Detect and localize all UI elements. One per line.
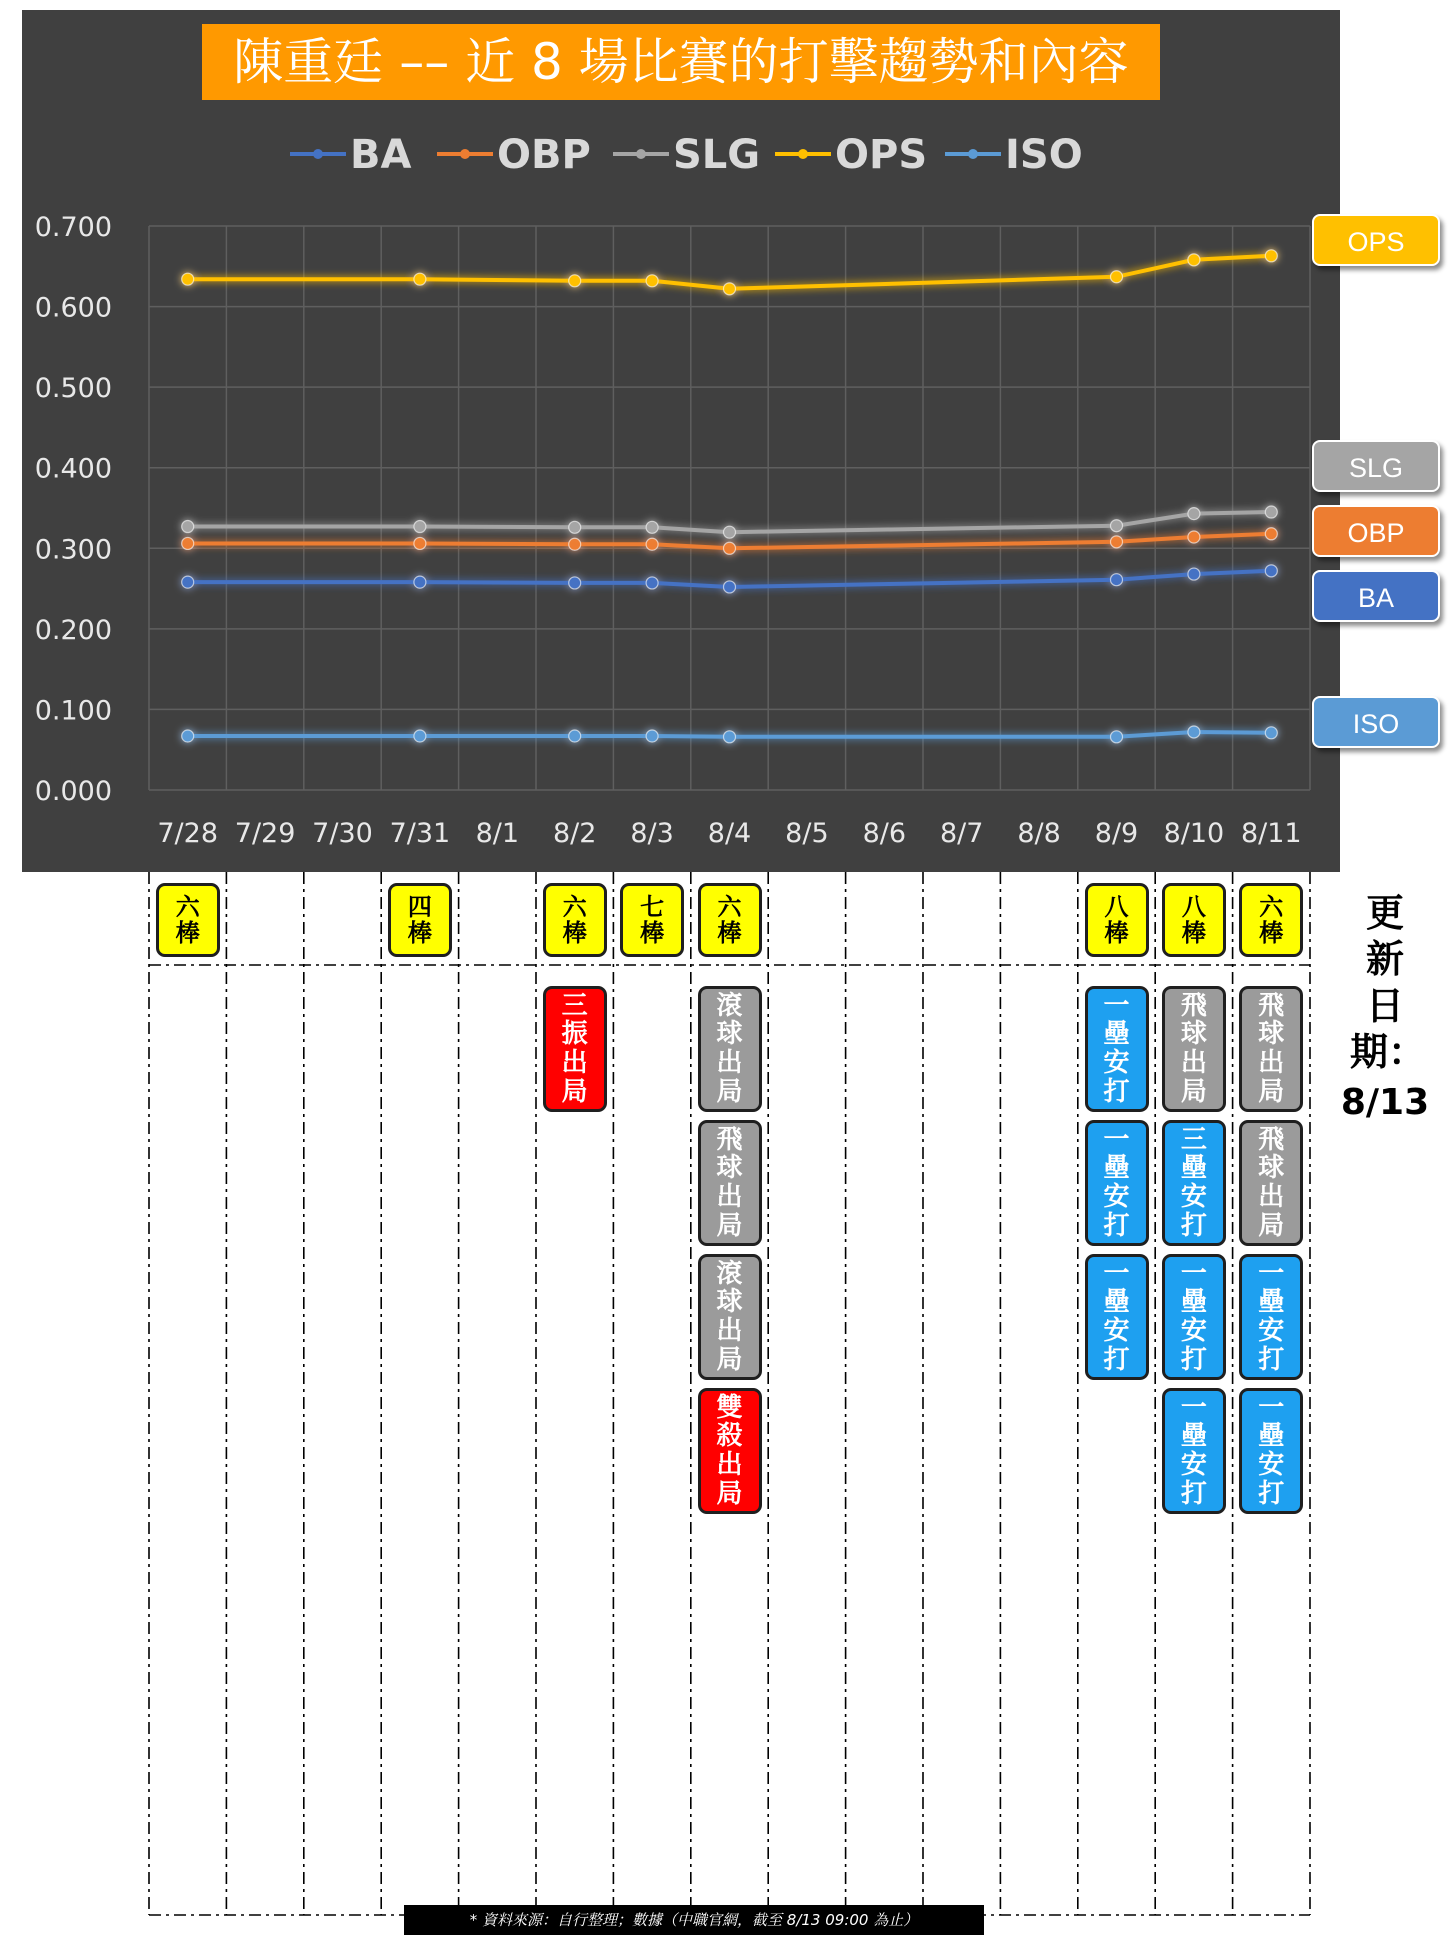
data-point: [724, 581, 736, 593]
at-bat-result-badge: 一 壘 安 打: [1239, 1254, 1303, 1380]
legend-label: OBP: [497, 132, 591, 178]
batting-order-badge: 六 棒: [156, 883, 220, 957]
legend-label: SLG: [673, 132, 761, 178]
series-tag-ops: OPS: [1312, 214, 1440, 266]
legend-label: BA: [350, 132, 412, 178]
legend-item-iso: [945, 132, 1083, 178]
at-bat-result-badge: 雙 殺 出 局: [698, 1388, 762, 1514]
data-point: [569, 275, 581, 287]
data-point: [414, 537, 426, 549]
data-point: [414, 273, 426, 285]
data-point: [1188, 568, 1200, 580]
at-bat-result-badge: 飛 球 出 局: [1239, 986, 1303, 1112]
x-tick-label: 7/30: [312, 818, 373, 849]
batting-order-badge: 六 棒: [698, 883, 762, 957]
x-tick-label: 8/7: [939, 818, 984, 849]
data-point: [1265, 250, 1277, 262]
update-date: 8/13: [1340, 1082, 1430, 1124]
x-tick-label: 7/29: [234, 818, 296, 849]
legend-marker: [636, 149, 646, 159]
x-tick-label: 8/4: [707, 818, 752, 849]
data-point: [1188, 254, 1200, 266]
y-tick-label: 0.300: [34, 534, 112, 566]
legend-marker: [968, 149, 978, 159]
data-point: [182, 537, 194, 549]
x-tick-label: 8/11: [1240, 818, 1302, 849]
data-point: [1111, 536, 1123, 548]
data-point: [1265, 506, 1277, 518]
x-tick-label: 8/10: [1163, 818, 1225, 849]
data-point: [646, 538, 658, 550]
y-tick-label: 0.600: [34, 292, 112, 324]
legend-marker: [313, 149, 323, 159]
data-point: [182, 273, 194, 285]
data-point: [569, 577, 581, 589]
data-point: [1111, 520, 1123, 532]
series-ops: [182, 250, 1278, 295]
series-tag-obp: OBP: [1312, 505, 1440, 557]
data-point: [569, 730, 581, 742]
legend-marker: [460, 149, 470, 159]
y-tick-label: 0.400: [34, 453, 112, 485]
data-point: [414, 576, 426, 588]
data-point: [646, 730, 658, 742]
data-point: [724, 283, 736, 295]
x-tick-label: 7/28: [157, 818, 219, 849]
batting-order-badge: 六 棒: [543, 883, 607, 957]
data-point: [724, 731, 736, 743]
y-tick-label: 0.200: [34, 614, 112, 646]
data-point: [414, 521, 426, 533]
data-point: [1188, 531, 1200, 543]
update-note: [1340, 890, 1430, 1125]
batting-order-badge: 八 棒: [1085, 883, 1149, 957]
line-chart: [0, 0, 1456, 880]
chart-title: 陳重廷 –– 近 8 場比賽的打擊趨勢和內容: [202, 24, 1160, 100]
data-point: [646, 521, 658, 533]
data-point: [646, 275, 658, 287]
batting-order-badge: 六 棒: [1239, 883, 1303, 957]
y-tick-label: 0.100: [34, 695, 112, 727]
data-point: [724, 526, 736, 538]
batting-order-badge: 八 棒: [1162, 883, 1226, 957]
data-point: [569, 521, 581, 533]
at-bat-result-badge: 飛 球 出 局: [1239, 1120, 1303, 1246]
series-tag-iso: ISO: [1312, 696, 1440, 748]
y-tick-label: 0.700: [34, 212, 112, 243]
data-point: [1111, 271, 1123, 283]
legend-item-slg: [613, 132, 760, 178]
legend-item-ba: [290, 132, 411, 178]
x-tick-label: 8/3: [630, 818, 674, 849]
legend-item-obp: [437, 132, 591, 178]
series-iso: [182, 726, 1278, 743]
at-bat-result-badge: 三 振 出 局: [543, 986, 607, 1112]
at-bat-result-badge: 滾 球 出 局: [698, 986, 762, 1112]
x-tick-label: 8/8: [1017, 818, 1061, 849]
legend-label: ISO: [1005, 132, 1083, 178]
at-bat-result-badge: 一 壘 安 打: [1085, 986, 1149, 1112]
data-point: [182, 576, 194, 588]
at-bat-result-badge: 飛 球 出 局: [1162, 986, 1226, 1112]
batting-order-badge: 七 棒: [620, 883, 684, 957]
data-point: [1265, 565, 1277, 577]
at-bat-result-badge: 一 壘 安 打: [1085, 1120, 1149, 1246]
data-point: [1265, 727, 1277, 739]
data-point: [414, 730, 426, 742]
at-bat-result-badge: 一 壘 安 打: [1085, 1254, 1149, 1380]
data-point: [724, 542, 736, 554]
update-label: 更新日期：: [1350, 891, 1427, 1075]
x-tick-label: 8/1: [475, 818, 520, 849]
legend-marker: [798, 149, 808, 159]
data-point: [1111, 574, 1123, 586]
x-tick-label: 7/31: [389, 818, 451, 849]
at-bat-result-badge: 一 壘 安 打: [1239, 1388, 1303, 1514]
data-point: [1111, 731, 1123, 743]
x-tick-label: 8/9: [1094, 818, 1139, 849]
series-tag-slg: SLG: [1312, 440, 1440, 492]
data-point: [646, 577, 658, 589]
at-bat-result-badge: 滾 球 出 局: [698, 1254, 762, 1380]
data-point: [1188, 726, 1200, 738]
data-point: [569, 538, 581, 550]
y-tick-label: 0.500: [34, 373, 112, 405]
x-tick-label: 8/6: [862, 818, 907, 849]
source-note: * 資料來源：自行整理；數據（中職官網，截至 8/13 09:00 為止）: [404, 1905, 984, 1935]
x-tick-label: 8/2: [552, 818, 597, 849]
data-point: [182, 521, 194, 533]
x-tick-label: 8/5: [785, 818, 829, 849]
series-tag-ba: BA: [1312, 570, 1440, 622]
legend-label: OPS: [835, 132, 928, 178]
at-bat-result-badge: 一 壘 安 打: [1162, 1254, 1226, 1380]
data-point: [1188, 508, 1200, 520]
data-point: [1265, 528, 1277, 540]
y-tick-label: 0.000: [34, 776, 112, 807]
at-bat-result-badge: 一 壘 安 打: [1162, 1388, 1226, 1514]
at-bat-result-badge: 飛 球 出 局: [698, 1120, 762, 1246]
series-ba: [182, 565, 1278, 593]
batting-order-badge: 四 棒: [388, 883, 452, 957]
data-point: [182, 730, 194, 742]
legend-item-ops: [775, 132, 927, 178]
series-slg: [182, 506, 1278, 538]
at-bat-result-badge: 三 壘 安 打: [1162, 1120, 1226, 1246]
